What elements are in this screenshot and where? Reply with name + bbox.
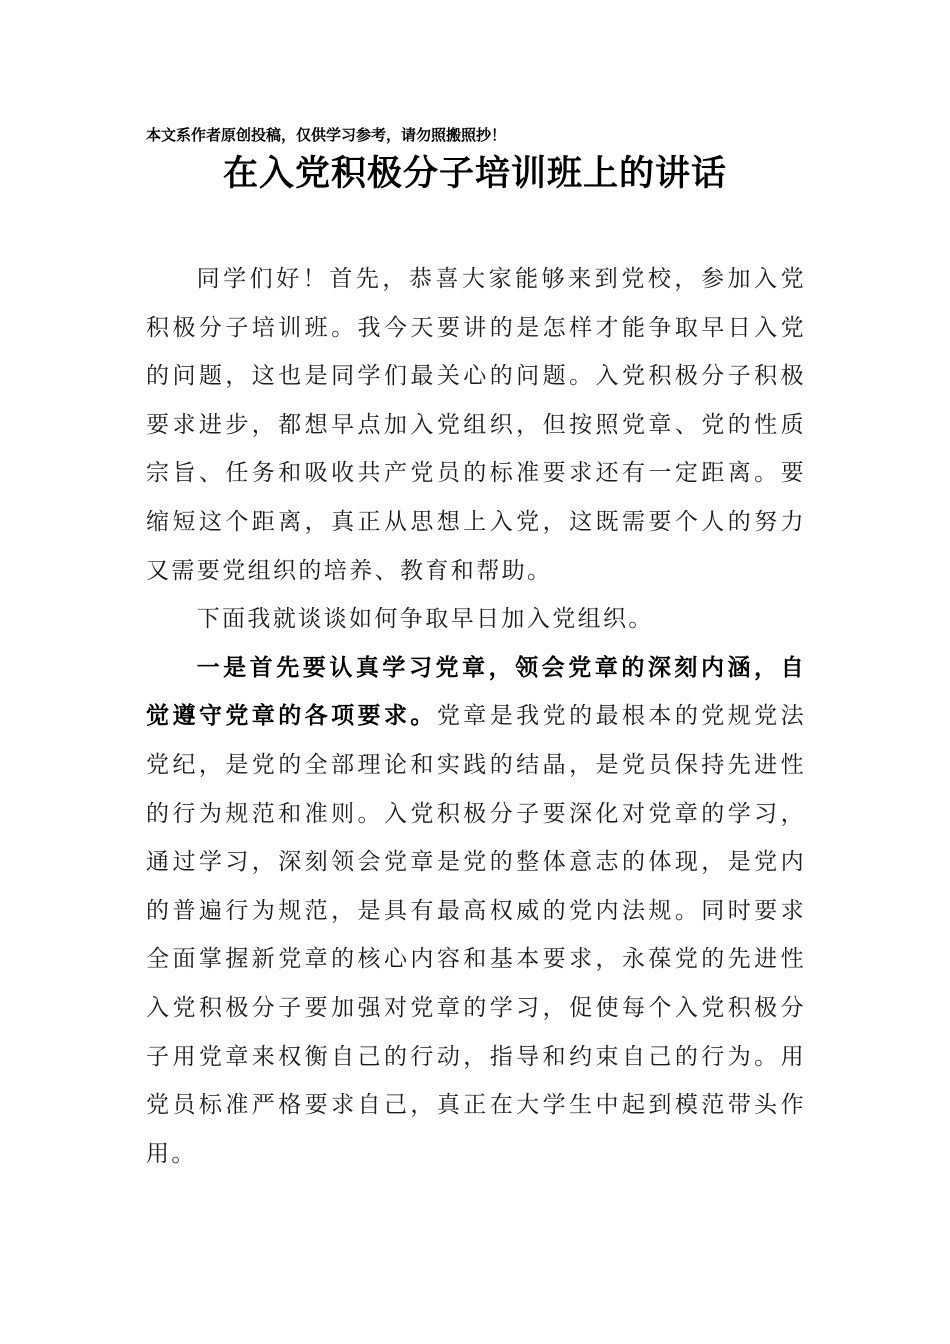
paragraph-intro [146, 255, 806, 595]
paragraph-point-one [146, 644, 806, 1179]
document-body [146, 255, 806, 1178]
paragraph-point-one-lead: 一是首先要认真学习党章，领会党章的深刻内涵，自觉遵守党章的各项要求。 [146, 654, 806, 730]
paragraph-transition [146, 595, 806, 644]
copyright-notice: 本文系作者原创投稿，仅供学习参考，请勿照搬照抄！ [146, 126, 507, 144]
paragraph-intro-text: 同学们好！首先，恭喜大家能够来到党校，参加入党积极分子培训班。我今天要讲的是怎样才能争取早日入党的问题，这也是同学们最关心的问题。入党积极分子积极要求进步，都想早点加入党组织，但按照党章、党的性质宗旨、任务和吸收共产党员的标准要求还有一定距离。要缩短这个距离，真正从思想上入党，这既需要个人的努力又需要党组织的培养、教育和帮助。 [146, 266, 806, 584]
document-title: 在入党积极分子培训班上的讲话 [222, 153, 727, 194]
paragraph-transition-text: 下面我就谈谈如何争取早日加入党组织。 [196, 606, 654, 633]
paragraph-point-one-text: 党章是我党的最根本的党规党法党纪，是党的全部理论和实践的结晶，是党员保持先进性的行为规范和准则。入党积极分子要深化对党章的学习，通过学习，深刻领会党章是党的整体意志的体现，是党内的普遍行为规范，是具有最高权威的党内法规。同时要求全面掌握新党章的核心内容和基本要求，永葆党的先进性入党积极分子要加强对党章的学习，促使每个入党积极分子用党章来权衡自己的行动，指导和约束自己的行为。用党员标准严格要求自己，真正在大学生中起到模范带头作用。 [146, 703, 806, 1167]
